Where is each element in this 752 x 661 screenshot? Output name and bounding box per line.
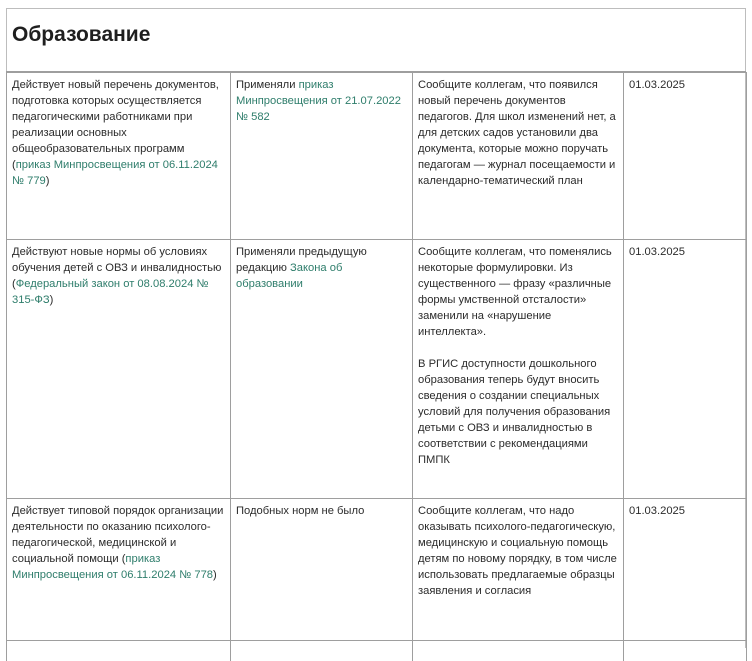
change-text-tail: ) xyxy=(213,569,217,581)
change-cell xyxy=(7,73,231,240)
previous-cell xyxy=(231,240,413,499)
action-text-second: В РГИС доступности дошкольного образования теперь будут вносить сведения о создании специальных условий для получения образования детьми с ОВЗ и инвалидностью в соответствии с рекомендациями ПМПК xyxy=(418,358,611,466)
action-cell xyxy=(413,73,624,240)
section-title: Образование xyxy=(12,23,151,46)
previous-cell xyxy=(231,73,413,240)
changes-table xyxy=(6,72,747,661)
action-cell xyxy=(413,240,624,499)
section-header xyxy=(6,8,746,72)
previous-text: Подобных норм не было xyxy=(236,505,365,517)
document-link[interactable]: приказ Минпросвещения от 06.11.2024 № 778 xyxy=(12,553,214,581)
table-row xyxy=(7,73,747,240)
change-text-tail: ) xyxy=(45,175,50,187)
change-text: Действует новый перечень документов, подготовка которых осуществляется педагогическими работниками при реализации основных общеобразовательных программ ( xyxy=(12,79,219,171)
document-link[interactable]: приказ Минпросвещения от 06.11.2024 № 779 xyxy=(12,159,218,187)
change-cell xyxy=(7,240,231,499)
action-text: Сообщите коллегам, что поменялись некоторые формулировки. Из существенного — фразу «различные формы умственной отсталости» заменили на «нарушение интеллекта». xyxy=(418,246,612,338)
previous-document-link[interactable]: приказ Минпросвещения от 21.07.2022 № 582 xyxy=(236,79,401,123)
previous-document-link[interactable]: Закона об образовании xyxy=(236,262,343,290)
effective-date: 01.03.2025 xyxy=(629,79,685,91)
effective-date: 01.03.2025 xyxy=(629,246,685,258)
action-text: Сообщите коллегам, что появился новый перечень документов педагогов. Для школ изменений нет, а для детских садов установили два документа, которые можно поручать педагогам — журнал посещаемости и календарно-тематический план xyxy=(418,79,616,187)
change-cell xyxy=(7,499,231,641)
action-cell xyxy=(413,499,624,641)
document-link[interactable]: Федеральный закон от 08.08.2024 № 315-ФЗ xyxy=(12,278,209,306)
change-text: Действуют новые нормы об условиях обучения детей с ОВЗ и инвалидностью ( xyxy=(12,246,222,290)
date-cell xyxy=(624,73,747,240)
date-cell xyxy=(624,240,747,499)
effective-date: 01.03.2025 xyxy=(629,505,685,517)
change-text-tail: ) xyxy=(49,294,54,306)
table-row xyxy=(7,641,747,661)
change-text: Действует типовой порядок организации деятельности по оказанию психолого-педагогической, медицинской и социальной помощи ( xyxy=(12,505,224,565)
table-row xyxy=(7,240,747,499)
date-cell xyxy=(624,499,747,641)
previous-cell xyxy=(231,499,413,641)
table-row xyxy=(7,499,747,641)
previous-text: Применяли xyxy=(236,79,299,91)
action-text: Сообщите коллегам, что надо оказывать психолого-педагогическую, медицинскую и социальную помощь детям по новому порядку, в том числе использовать предлагаемые образцы заявления и согласия xyxy=(418,505,617,597)
previous-text: Применяли предыдущую редакцию xyxy=(236,246,367,274)
